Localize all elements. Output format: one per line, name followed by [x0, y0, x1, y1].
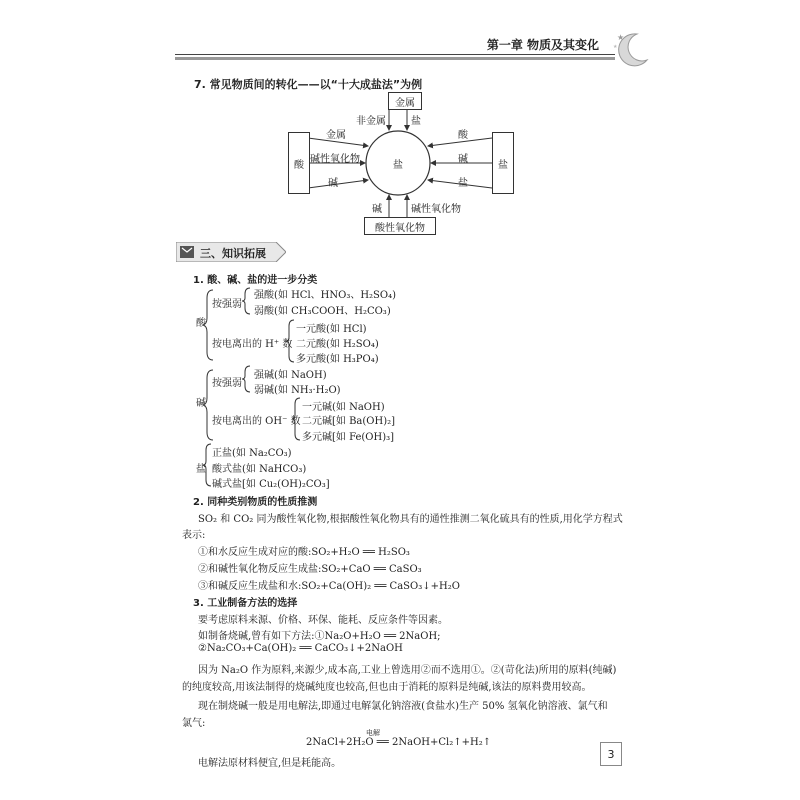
topic3-para5-line1: 现在制烧碱一般是用电解法,即通过电解氯化钠溶液(食盐水)生产 50% 氢氧化钠溶液、氯气和 — [198, 701, 608, 712]
moon-icon — [611, 30, 651, 70]
top-box-metal: 金属 — [388, 92, 422, 110]
acid-by-h: 按电离出的 H⁺ 数 — [212, 339, 293, 350]
acid-poly: 多元酸(如 H₃PO₄) — [296, 354, 379, 365]
bottom-box-acidic-oxide: 酸性氧化物 — [364, 217, 436, 235]
label-basic-oxide: 碱性氧化物 — [310, 154, 360, 165]
svg-text:★: ★ — [617, 33, 625, 42]
base-strong: 强碱(如 NaOH) — [254, 370, 327, 381]
section7-title: 7. 常见物质间的转化——以“十大成盐法”为例 — [194, 78, 423, 91]
page-header — [175, 30, 655, 64]
base-di: 二元碱[如 Ba(OH)₂] — [302, 416, 396, 427]
label-left-base: 碱 — [328, 178, 338, 189]
topic2-reaction3: ③和碱反应生成盐和水:SO₂+Ca(OH)₂ ══ CaSO₃↓+H₂O — [198, 581, 460, 592]
salt-normal: 正盐(如 Na₂CO₃) — [212, 448, 292, 459]
label-right-salt: 盐 — [458, 178, 468, 189]
conversion-diagram — [280, 90, 508, 240]
base-strength-brace — [242, 364, 252, 394]
topic3-para4-line1: 因为 Na₂O 作为原料,来源少,成本高,工业上曾选用②而不选用①。②(苛化法)所用的原料(纯碱) — [198, 665, 617, 676]
acid-weak: 弱酸(如 CH₃COOH、H₂CO₃) — [254, 306, 391, 317]
base-mono: 一元碱(如 NaOH) — [302, 402, 385, 413]
base-weak: 弱碱(如 NH₃·H₂O) — [254, 385, 341, 396]
topic2-intro-line2: 表示: — [182, 530, 206, 541]
topic3-para6: 电解法原材料便宜,但是耗能高。 — [198, 758, 342, 769]
base-by-strength: 按强弱 — [212, 378, 242, 389]
acid-h-brace — [286, 318, 296, 364]
base-oh-brace — [292, 396, 302, 442]
section-banner — [176, 242, 286, 262]
topic2-intro-line1: SO₂ 和 CO₂ 同为酸性氧化物,根据酸性氧化物具有的通性推测二氧化硫具有的性质,用化学方程式 — [198, 514, 623, 525]
base-poly: 多元碱[如 Fe(OH)₃] — [302, 432, 395, 443]
acid-root: 酸 — [196, 318, 206, 329]
label-bottom-basic-oxide: 碱性氧化物 — [411, 204, 461, 215]
label-right-base: 碱 — [458, 154, 468, 165]
salt-root: 盐 — [196, 464, 206, 475]
topic3-para2: 如制备烧碱,曾有如下方法:①Na₂O+H₂O ══ 2NaOH; — [198, 631, 441, 642]
topic3-title: 3. 工业制备方法的选择 — [193, 598, 298, 609]
topic2-reaction2: ②和碱性氧化物反应生成盐:SO₂+CaO ══ CaSO₃ — [198, 564, 422, 575]
section3-title: 三、知识拓展 — [200, 247, 266, 260]
header-bar — [175, 57, 615, 60]
topic1-title: 1. 酸、碱、盐的进一步分类 — [193, 275, 318, 286]
label-nonmetal: 非金属 — [356, 116, 386, 127]
acid-strength-brace — [242, 286, 252, 316]
header-rule — [175, 54, 615, 55]
base-by-oh: 按电离出的 OH⁻ 数 — [212, 416, 301, 427]
topic3-para3: ②Na₂CO₃+Ca(OH)₂ ══ CaCO₃↓+2NaOH — [198, 643, 403, 654]
acid-by-strength: 按强弱 — [212, 299, 242, 310]
salt-basic: 碱式盐[如 Cu₂(OH)₂CO₃] — [212, 479, 330, 490]
topic2-title: 2. 同种类别物质的性质推测 — [193, 497, 318, 508]
topic3-para5-line2: 氯气: — [182, 718, 206, 729]
label-right-acid: 酸 — [458, 130, 468, 141]
acid-di: 二元酸(如 H₂SO₄) — [296, 339, 379, 350]
label-top-salt: 盐 — [411, 116, 421, 127]
salt-acid: 酸式盐(如 NaHCO₃) — [212, 464, 307, 475]
equation-condition: 电解 — [366, 729, 380, 737]
svg-text:★: ★ — [613, 44, 618, 50]
right-box-salt: 盐 — [492, 132, 514, 194]
label-bottom-base: 碱 — [372, 204, 382, 215]
chapter-title: 第一章 物质及其变化 — [486, 38, 599, 52]
page-number: 3 — [600, 742, 622, 766]
center-salt: 盐 — [393, 160, 403, 171]
topic2-reaction1: ①和水反应生成对应的酸:SO₂+H₂O ══ H₂SO₃ — [198, 547, 410, 558]
label-left-metal: 金属 — [326, 130, 346, 141]
topic3-para1: 要考虑原料来源、价格、环保、能耗、反应条件等因素。 — [198, 615, 448, 626]
acid-strong: 强酸(如 HCl、HNO₃、H₂SO₄) — [254, 290, 397, 301]
acid-mono: 一元酸(如 HCl) — [296, 324, 367, 335]
left-box-acid: 酸 — [288, 132, 310, 194]
base-root: 碱 — [196, 398, 206, 409]
electrolysis-equation: 2NaCl+2H₂O ══ 2NaOH+Cl₂↑+H₂↑ — [306, 737, 492, 748]
topic3-para4-line2: 的纯度较高,用该法制得的烧碱纯度也较高,但也由于消耗的原料是纯碱,该法的原料费用较高。 — [182, 682, 592, 693]
